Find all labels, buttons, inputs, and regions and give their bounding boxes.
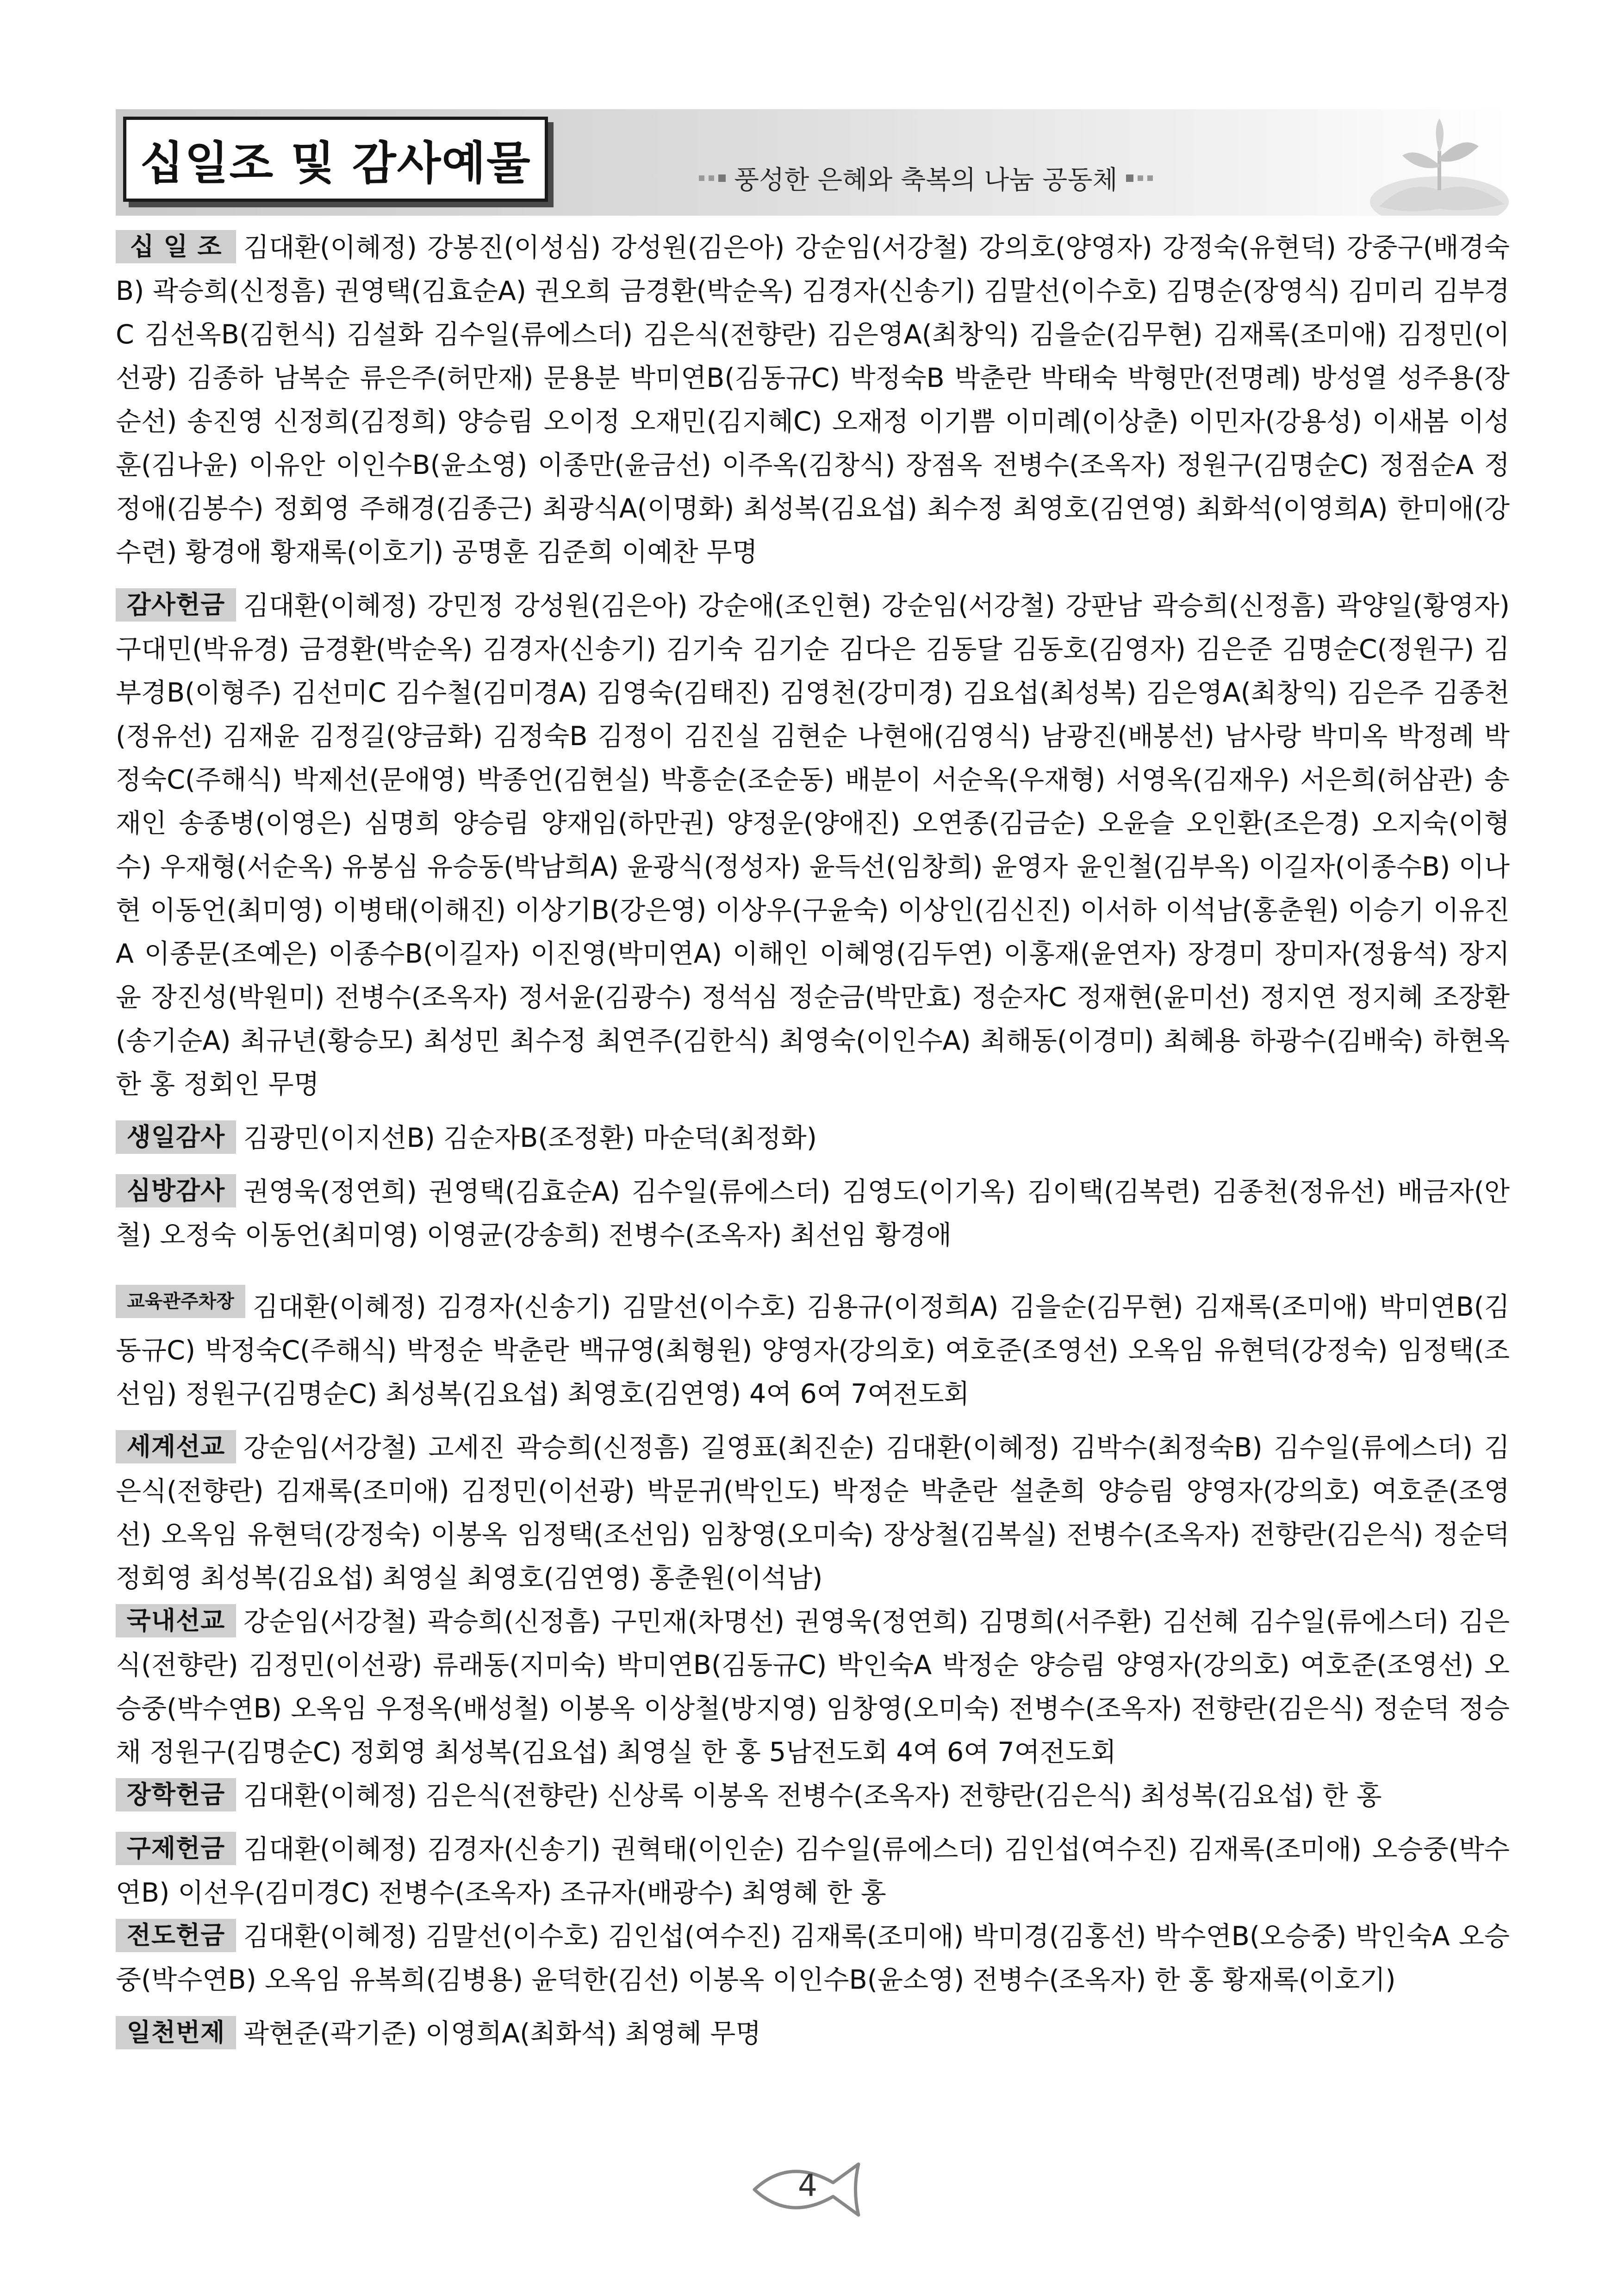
section-scholarship	[116, 1774, 1510, 1817]
section-names: 강순임(서강철) 고세진 곽승희(신정흠) 길영표(최진순) 김대환(이혜정) 김박수(최정숙B) 김수일(류에스더) 김은식(전향란) 김재록(조미애) 김정민(이선광) 박문귀(박인도) 박정순 박춘란 설춘희 양승림 양영자(강의호) 여호준(조영선) 오옥임 유현덕(강정숙) 이봉옥 임정택(조선임) 임창영(오미숙) 장상철(김복실) 전병수(조옥자) 전향란(김은식) 정순덕 정회영 최성복(김요섭) 최영실 최영호(김연영) 홍춘원(이석남)	[116, 1432, 1510, 1593]
section-birthday	[116, 1116, 1510, 1160]
section-names: 김대환(이혜정) 김은식(전향란) 신상록 이봉옥 전병수(조옥자) 전향란(김은식) 최성복(김요섭) 한 홍	[243, 1780, 1382, 1811]
section-world-mission	[116, 1426, 1510, 1600]
section-label: 생일감사	[116, 1120, 236, 1154]
section-label: 일천번제	[116, 2016, 236, 2049]
section-label: 심방감사	[116, 1174, 236, 1207]
decorative-dots-right	[1126, 174, 1153, 182]
decorative-dots-left	[699, 174, 726, 182]
section-tithe	[116, 226, 1510, 574]
section-evangelism	[116, 1915, 1510, 2002]
section-names: 김대환(이혜정) 강민정 강성원(김은아) 강순애(조인현) 강순임(서강철) 강판남 곽승희(신정흠) 곽양일(황영자) 구대민(박유경) 금경환(박순옥) 김경자(신송기) 김기숙 김기순 김다은 김동달 김동호(김영자) 김은준 김명순C(정원구) 김부경B(이형주) 김선미C 김수철(김미경A) 김영숙(김태진) 김영천(강미경) 김요섭(최성복) 김은영A(최창익) 김은주 김종천(정유선) 김재윤 김정길(양금화) 김정숙B 김정이 김진실 김현순 나현애(김영식) 남광진(배봉선) 남사랑 박미옥 박정례 박정숙C(주해식) 박제선(문애영) 박종언(김현실) 박흥순(조순동) 배분이 서순옥(우재형) 서영옥(김재우) 서은희(허삼관) 송재인 송종병(이영은) 심명희 양승림 양재임(하만권) 양정운(양애진) 오연종(김금순) 오윤슬 오인환(조은경) 오지숙(이형수) 우재형(서순옥) 유봉심 유승동(박남희A) 윤광식(정성자) 윤득선(임창희) 윤영자 윤인철(김부옥) 이길자(이종수B) 이나현 이동언(최미영) 이병태(이해진) 이상기B(강은영) 이상우(구윤숙) 이상인(김신진) 이서하 이석남(홍춘원) 이승기 이유진A 이종문(조예은) 이종수B(이길자) 이진영(박미연A) 이해인 이혜영(김두연) 이홍재(윤연자) 장경미 장미자(정융석) 장지윤 장진성(박원미) 전병수(조옥자) 정서윤(김광수) 정석심 정순금(박만효) 정순자C 정재현(윤미선) 정지연 정지혜 조장환(송기순A) 최규년(황승모) 최성민 최수정 최연주(김한식) 최영숙(이인수A) 최해동(이경미) 최혜용 하광수(김배숙) 하현옥 한 홍 정회인 무명	[116, 591, 1510, 1100]
page-title: 십일조 및 감사예물	[123, 117, 548, 202]
section-names: 강순임(서강철) 곽승희(신정흠) 구민재(차명선) 권영욱(정연희) 김명희(서주환) 김선혜 김수일(류에스더) 김은식(전향란) 김정민(이선광) 류래동(지미숙) 박미연B(김동규C) 박인숙A 박정순 양승림 양영자(강의호) 여호준(조영선) 오승중(박수연B) 오옥임 우정옥(배성철) 이봉옥 이상철(방지영) 임창영(오미숙) 전병수(조옥자) 전향란(김은식) 정순덕 정승채 정원구(김명순C) 정회영 최성복(김요섭) 최영실 한 홍 5남전도회 4여 6여 7여전도회	[116, 1606, 1510, 1767]
section-names: 김대환(이혜정) 김경자(신송기) 권혁태(이인순) 김수일(류에스더) 김인섭(여수진) 김재록(조미애) 오승중(박수연B) 이선우(김미경C) 전병수(조옥자) 조규자(배광수) 최영혜 한 홍	[116, 1834, 1510, 1908]
section-label: 국내선교	[116, 1604, 236, 1637]
subtitle-text: 풍성한 은혜와 축복의 나눔 공동체	[734, 165, 1118, 195]
section-names: 권영욱(정연희) 권영택(김효순A) 김수일(류에스더) 김영도(이기옥) 김이택(김복련) 김종천(정유선) 배금자(안철) 오정숙 이동언(최미영) 이영균(강송희) 전병수(조옥자) 최선임 황경애	[116, 1176, 1510, 1251]
section-label: 구제헌금	[116, 1832, 236, 1865]
section-label: 감사헌금	[116, 588, 236, 622]
section-thanksgiving	[116, 584, 1510, 1106]
section-label: 세계선교	[116, 1430, 236, 1463]
section-label: 교육관주차장	[116, 1285, 245, 1318]
plant-in-hands-icon	[1301, 109, 1509, 216]
section-names: 김광민(이지선B) 김순자B(조정환) 마순덕(최정화)	[243, 1123, 817, 1153]
offering-list	[116, 226, 1510, 2055]
section-names: 김대환(이혜정) 강봉진(이성심) 강성원(김은아) 강순임(서강철) 강의호(양영자) 강정숙(유현덕) 강중구(배경숙B) 곽승희(신정흠) 권영택(김효순A) 권오희 금경환(박순옥) 김경자(신송기) 김말선(이수호) 김명순(장영식) 김미리 김부경C 김선옥B(김헌식) 김설화 김수일(류에스더) 김은식(전향란) 김은영A(최창익) 김을순(김무현) 김재록(조미애) 김정민(이선광) 김종하 남복순 류은주(허만재) 문용분 박미연B(김동규C) 박정숙B 박춘란 박태숙 박형만(전명례) 방성열 성주용(장순선) 송진영 신정희(김정희) 양승림 오이정 오재민(김지혜C) 오재정 이기쁨 이미례(이상춘) 이민자(강용성) 이새봄 이성훈(김나윤) 이유안 이인수B(윤소영) 이종만(윤금선) 이주옥(김창식) 장점옥 전병수(조옥자) 정원구(김명순C) 정점순A 정정애(김봉수) 정회영 주해경(김종근) 최광식A(이명화) 최성복(김요섭) 최수정 최영호(김연영) 최화석(이영희A) 한미애(강수련) 황경애 황재록(이호기) 공명훈 김준희 이예찬 무명	[116, 232, 1510, 567]
section-label: 전도헌금	[116, 1919, 236, 1952]
section-visitation	[116, 1170, 1510, 1257]
section-names: 김대환(이혜정) 김말선(이수호) 김인섭(여수진) 김재록(조미애) 박미경(김홍선) 박수연B(오승중) 박인숙A 오승중(박수연B) 오옥임 유복희(김병용) 윤덕한(김선) 이봉옥 이인수B(윤소영) 전병수(조옥자) 한 홍 황재록(이호기)	[116, 1921, 1510, 1995]
page-number: 4	[798, 2168, 817, 2203]
section-label: 장학헌금	[116, 1778, 236, 1811]
section-label: 십 일 조	[116, 230, 236, 263]
section-relief	[116, 1828, 1510, 1915]
section-domestic-mission	[116, 1600, 1510, 1774]
section-education-parking	[116, 1285, 1510, 1416]
page-subtitle	[699, 153, 1153, 204]
section-names: 곽현준(곽기준) 이영희A(최화석) 최영혜 무명	[243, 2018, 761, 2049]
section-names: 김대환(이혜정) 김경자(신송기) 김말선(이수호) 김용규(이정희A) 김을순(김무현) 김재록(조미애) 박미연B(김동규C) 박정숙C(주해식) 박정순 박춘란 백규영(최형원) 양영자(강의호) 여호준(조영선) 오옥임 유현덕(강정숙) 임정택(조선임) 정원구(김명순C) 최성복(김요섭) 최영호(김연영) 4여 6여 7여전도회	[116, 1292, 1510, 1409]
section-thousand-offerings	[116, 2012, 1510, 2055]
